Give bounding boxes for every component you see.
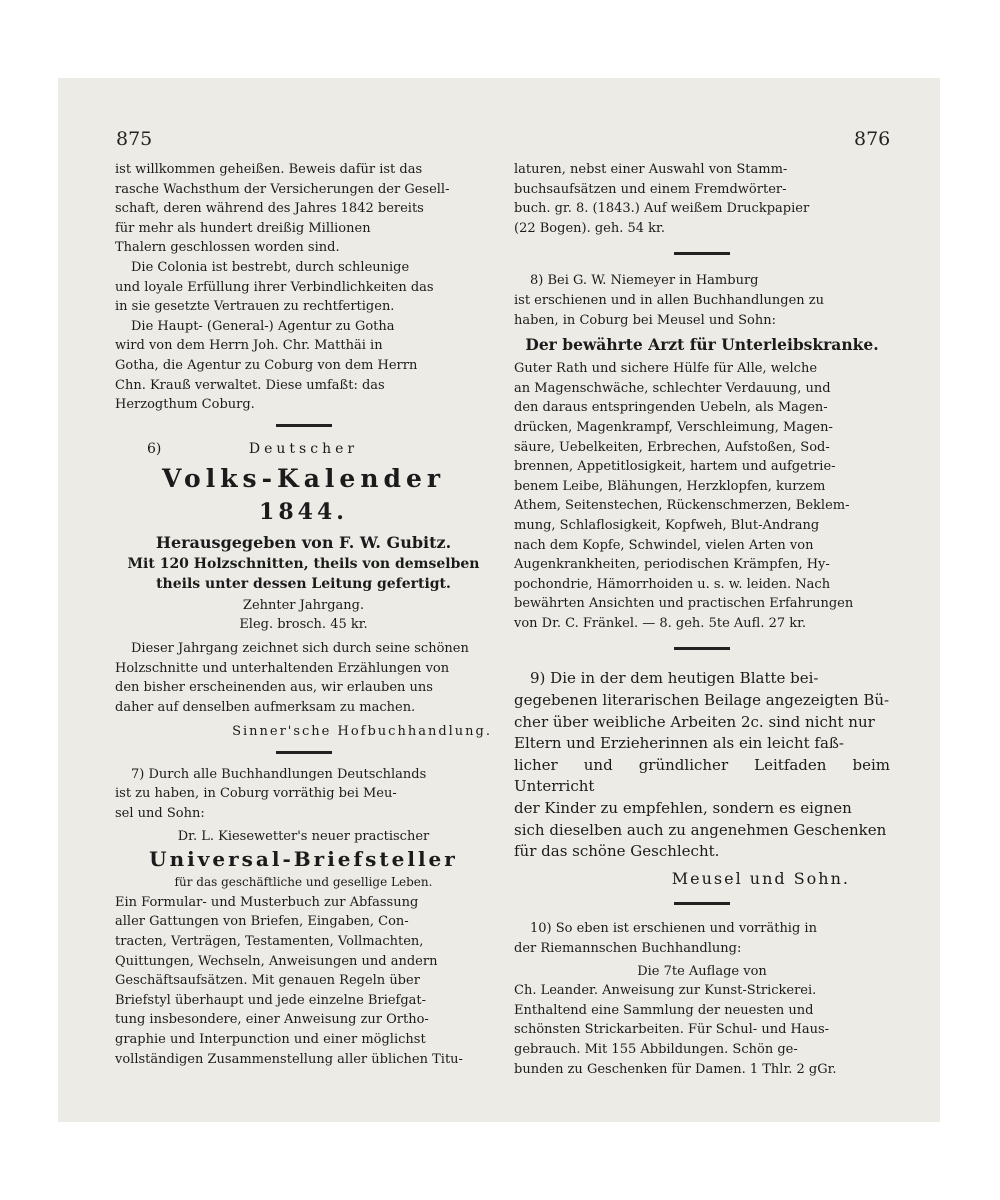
text-line: Augenkrankheiten, periodischen Krämpfen, Hy- — [514, 557, 830, 573]
text-line: Guter Rath und sichere Hülfe für Alle, welche — [514, 361, 818, 377]
text-line: gegebenen literarischen Beilage angezeigten Bü- — [514, 691, 890, 710]
text-line: sich dieselben auch zu angenehmen Geschenken — [514, 820, 887, 839]
text-line: schaft, deren während des Jahres 1842 bereits — [115, 201, 424, 217]
text-line: Herzogthum Coburg. — [115, 397, 255, 413]
ad-6-price: Eleg. brosch. 45 kr. — [239, 617, 368, 633]
text-line: Die Haupt- (General-) Agentur zu Gotha — [131, 318, 395, 334]
ad-6-illus: theils unter dessen Leitung gefertigt. — [156, 575, 451, 592]
divider — [674, 647, 730, 650]
ad-6-editor: Herausgegeben von F. W. Gubitz. — [155, 532, 452, 552]
ad-9-signature: Meusel und Sohn. — [671, 868, 850, 888]
ad-number: 6) — [147, 440, 162, 457]
text-line: bewährten Ansichten und practischen Erfahrungen — [514, 596, 854, 612]
ad-9-body — [514, 668, 890, 862]
text-line: Eltern und Erzieherinnen als ein leicht faß- — [514, 734, 844, 753]
text-line: Geschäftsaufsätzen. Mit genauen Regeln über — [115, 973, 420, 989]
text-line: schönsten Strickarbeiten. Für Schul- und Haus- — [514, 1022, 830, 1038]
ad-6-year: 1844. — [259, 498, 348, 525]
ad-6-heading — [115, 438, 492, 462]
text-line: wird von dem Herrn Joh. Chr. Matthäi in — [115, 338, 383, 354]
ad-6-title: Volks-Kalender — [161, 463, 446, 493]
ad-6-illus: Mit 120 Holzschnitten, theils von demselben — [127, 555, 480, 572]
text-line: drücken, Magenkrampf, Verschleimung, Magen- — [514, 419, 833, 435]
text-line: 9) Die in der dem heutigen Blatte bei- — [530, 669, 819, 688]
text-line: ist erschienen und in allen Buchhandlungen zu — [514, 292, 825, 308]
text-line: 8) Bei G. W. Niemeyer in Hamburg — [530, 273, 759, 289]
divider — [276, 751, 332, 754]
ad-7-title: Universal-Briefsteller — [149, 847, 458, 872]
text-line: und loyale Erfüllung ihrer Verbindlichkeiten das — [115, 279, 434, 295]
text-line: den daraus entspringenden Uebeln, als Magen- — [514, 400, 828, 416]
text-line: haben, in Coburg bei Meusel und Sohn: — [514, 312, 776, 328]
page-number-right: 876 — [854, 128, 891, 150]
text-line: bunden zu Geschenken für Damen. 1 Thlr. 2 gGr. — [514, 1061, 837, 1077]
ad-8-title: Der bewährte Arzt für Unterleibskranke. — [525, 335, 879, 355]
text-line: gebrauch. Mit 155 Abbildungen. Schön ge- — [514, 1041, 798, 1057]
ad-10-line1: Die 7te Auflage von — [637, 963, 767, 979]
page-number-left: 875 — [116, 128, 153, 150]
ad-6-edition: Zehnter Jahrgang. — [242, 597, 365, 613]
text-line: der Riemannschen Buchhandlung: — [514, 941, 742, 956]
text-line: vollständigen Zusammenstellung aller üblichen Titu- — [115, 1051, 463, 1067]
text-line: licher und gründlicher Leitfaden beim Unterricht — [514, 755, 890, 796]
text-line: für mehr als hundert dreißig Millionen — [115, 220, 371, 236]
text-line: Athem, Seitenstechen, Rückenschmerzen, Beklem- — [514, 498, 850, 514]
text-line: laturen, nebst einer Auswahl von Stamm- — [514, 162, 788, 177]
text-line: Thalern geschlossen worden sind. — [115, 240, 340, 256]
text-line: pochondrie, Hämorrhoiden u. s. w. leiden. Nach — [514, 576, 831, 592]
text-line: Briefstyl überhaupt und jede einzelne Briefgat- — [115, 992, 427, 1008]
text-line: ist zu haben, in Coburg vorräthig bei Meu- — [115, 786, 397, 802]
text-line: für das schöne Geschlecht. — [514, 842, 720, 861]
ad-7-subtitle: für das geschäftliche und gesellige Leben. — [174, 875, 433, 890]
text-line: Die Colonia ist bestrebt, durch schleunige — [131, 259, 410, 275]
text-line: Enthaltend eine Sammlung der neuesten und — [514, 1002, 814, 1018]
text-line: Chn. Krauß verwaltet. Diese umfaßt: das — [115, 377, 385, 393]
ad-6-signature: Sinner'sche Hofbuchhandlung. — [232, 724, 492, 740]
text-line: Ein Formular- und Musterbuch zur Abfassung — [115, 894, 419, 910]
ad-7-author: Dr. L. Kiesewetter's neuer practischer — [177, 828, 430, 844]
text-line: in sie gesetzte Vertrauen zu rechtfertigen. — [115, 299, 395, 315]
text-line: daher auf denselben aufmerksam zu machen. — [115, 699, 416, 715]
text-line: cher über weibliche Arbeiten 2c. sind nicht nur — [514, 712, 875, 731]
text-line: aller Gattungen von Briefen, Eingaben, Con- — [115, 914, 409, 930]
text-line: Holzschnitte und unterhaltenden Erzählungen von — [115, 660, 450, 676]
text-line: 7) Durch alle Buchhandlungen Deutschlands — [131, 766, 427, 782]
divider — [674, 252, 730, 255]
text-line: Dieser Jahrgang zeichnet sich durch seine schönen — [131, 640, 469, 656]
ad-6-line1: Deutscher — [248, 440, 359, 457]
text-line: brennen, Appetitlosigkeit, hartem und aufgetrie- — [514, 459, 836, 475]
text-line: Ch. Leander. Anweisung zur Kunst-Strickerei. — [514, 983, 817, 999]
text-line: tung insbesondere, einer Anweisung zur Ortho- — [115, 1012, 429, 1028]
text-line: den bisher erscheinenden aus, wir erlauben uns — [115, 680, 433, 696]
divider — [674, 902, 730, 905]
text-line: graphie und Interpunction und einer möglichst — [115, 1032, 426, 1047]
text-line: der Kinder zu empfehlen, sondern es eignen — [514, 799, 852, 818]
text-line: Gotha, die Agentur zu Coburg von dem Herrn — [115, 357, 418, 373]
text-line: von Dr. C. Fränkel. — 8. geh. 5te Aufl. 27 kr. — [514, 615, 807, 631]
text-line: 10) So eben ist erschienen und vorräthig in — [530, 921, 817, 937]
right-column — [514, 160, 890, 1079]
divider — [276, 424, 332, 427]
text-line: Quittungen, Wechseln, Anweisungen und andern — [115, 953, 438, 969]
text-line: mung, Schlaflosigkeit, Kopfweh, Blut-Andrang — [514, 517, 820, 533]
text-line: (22 Bogen). geh. 54 kr. — [514, 220, 665, 236]
text-line: an Magenschwäche, schlechter Verdauung, und — [514, 380, 831, 396]
text-line: benem Leibe, Blähungen, Herzklopfen, kurzem — [514, 478, 826, 494]
text-line: buch. gr. 8. (1843.) Auf weißem Druckpapier — [514, 201, 810, 217]
text-line: buchsaufsätzen und einem Fremdwörter- — [514, 181, 787, 197]
text-line: ist willkommen geheißen. Beweis dafür ist das — [115, 162, 423, 177]
text-line: nach dem Kopfe, Schwindel, vielen Arten von — [514, 537, 814, 553]
text-line: tracten, Verträgen, Testamenten, Vollmachten, — [115, 934, 424, 950]
left-column — [115, 160, 492, 1069]
text-line: sel und Sohn: — [115, 806, 205, 822]
text-line: säure, Uebelkeiten, Erbrechen, Aufstoßen, Sod- — [514, 439, 830, 455]
text-line: rasche Wachsthum der Versicherungen der Gesell- — [115, 181, 450, 197]
